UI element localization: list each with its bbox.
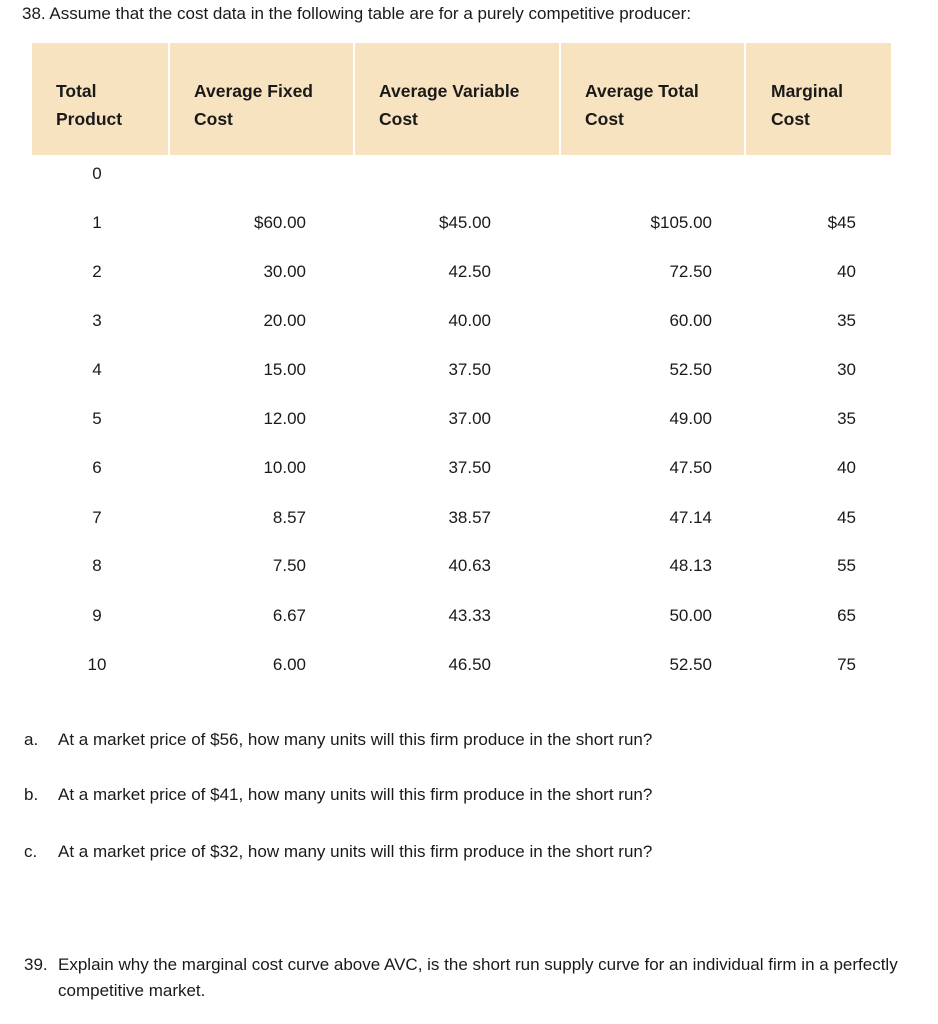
subquestion-a [0,728,938,752]
average-fixed-cost-cell: 6.67 [272,606,306,625]
total-product-cell: 1 [92,213,102,232]
average-total-cost-cell: 47.14 [669,508,712,527]
total-product-cell: 2 [92,262,102,281]
average-total-cost-cell: 60.00 [669,311,712,330]
average-total-cost-cell: 50.00 [669,606,712,625]
total-product-cell: 0 [92,164,102,183]
average-variable-cost-cell: 46.50 [448,655,491,674]
average-fixed-cost-cell: 15.00 [263,360,306,379]
average-variable-cost-cell: 42.50 [448,262,491,281]
marginal-cost-cell: 35 [837,311,856,330]
average-fixed-cost-cell: 12.00 [263,409,306,428]
average-total-cost-cell: 52.50 [669,655,712,674]
average-fixed-cost-cell: 6.00 [272,655,306,674]
total-product-cell: 3 [92,311,102,330]
table-row [0,554,938,578]
table-row [0,309,938,333]
table-row [0,162,938,186]
average-total-cost-cell: 52.50 [669,360,712,379]
total-product-cell: 5 [92,409,102,428]
average-variable-cost-cell: 37.50 [448,458,491,477]
subquestion-marker: b. [24,785,39,804]
average-total-cost-cell: $105.00 [650,213,712,232]
subquestion-b [0,783,938,807]
average-variable-cost-cell: 38.57 [448,508,491,527]
marginal-cost-cell: 75 [837,655,856,674]
total-product-cell: 10 [87,655,107,674]
subquestion-marker: c. [24,842,38,861]
marginal-cost-cell: 35 [837,409,856,428]
subquestion-text: At a market price of $41, how many units will this firm produce in the short run? [58,785,653,804]
question-39-number: 39. [24,955,48,974]
question-39-text: Explain why the marginal cost curve above AVC, is the short run supply curve for an individual firm in a perfectly competitive market. [58,955,898,1000]
header-average-fixed-cost: Average Fixed Cost [194,81,313,129]
table-row [0,211,938,235]
average-fixed-cost-cell: 8.57 [272,508,306,527]
marginal-cost-cell: 45 [837,508,856,527]
average-variable-cost-cell: 43.33 [448,606,491,625]
marginal-cost-cell: 40 [837,262,856,281]
average-variable-cost-cell: 40.63 [448,556,491,575]
header-total-product: Total Product [56,81,123,129]
header-marginal-cost: Marginal Cost [771,81,843,129]
question-39 [24,952,904,1004]
average-variable-cost-cell: 37.00 [448,409,491,428]
column-divider [168,43,170,155]
table-row [0,407,938,431]
table-row [0,653,938,677]
subquestion-marker: a. [24,730,39,749]
question-38-prompt: 38. Assume that the cost data in the following table are for a purely competitive producer: [22,4,692,23]
marginal-cost-cell: 65 [837,606,856,625]
average-variable-cost-cell: 37.50 [448,360,491,379]
table-row [0,604,938,628]
header-average-variable-cost: Average Variable Cost [379,81,520,129]
marginal-cost-cell: 30 [837,360,856,379]
total-product-cell: 4 [92,360,102,379]
subquestion-text: At a market price of $56, how many units will this firm produce in the short run? [58,730,653,749]
marginal-cost-cell: 55 [837,556,856,575]
subquestion-text: At a market price of $32, how many units will this firm produce in the short run? [58,842,653,861]
total-product-cell: 6 [92,458,102,477]
average-variable-cost-cell: $45.00 [439,213,491,232]
table-row [0,358,938,382]
subquestion-c [0,840,938,864]
marginal-cost-cell: $45 [827,213,856,232]
total-product-cell: 9 [92,606,102,625]
table-row [0,506,938,530]
column-divider [744,43,746,155]
average-total-cost-cell: 48.13 [669,556,712,575]
average-fixed-cost-cell: $60.00 [254,213,306,232]
marginal-cost-cell: 40 [837,458,856,477]
average-variable-cost-cell: 40.00 [448,311,491,330]
header-average-total-cost: Average Total Cost [585,81,699,129]
average-fixed-cost-cell: 7.50 [272,556,306,575]
column-divider [559,43,561,155]
average-total-cost-cell: 72.50 [669,262,712,281]
table-row [0,456,938,480]
total-product-cell: 7 [92,508,102,527]
total-product-cell: 8 [92,556,102,575]
column-divider [353,43,355,155]
average-total-cost-cell: 47.50 [669,458,712,477]
table-row [0,260,938,284]
average-fixed-cost-cell: 30.00 [263,262,306,281]
average-fixed-cost-cell: 20.00 [263,311,306,330]
table-header [32,43,891,155]
average-fixed-cost-cell: 10.00 [263,458,306,477]
average-total-cost-cell: 49.00 [669,409,712,428]
